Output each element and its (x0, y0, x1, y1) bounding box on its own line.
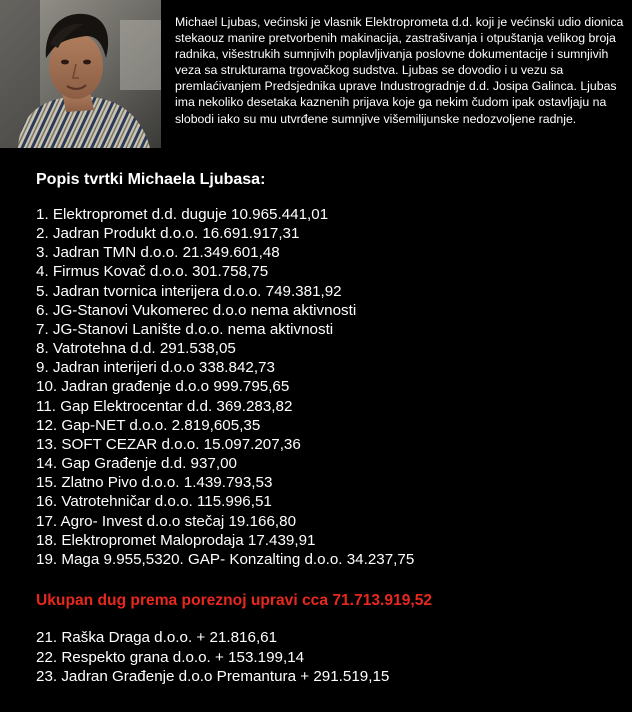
company-list-item: 16. Vatrotehničar d.o.o. 115.996,51 (36, 493, 272, 511)
portrait-photo (0, 0, 161, 148)
company-list-item: 12. Gap-NET d.o.o. 2.819,605,35 (36, 416, 261, 434)
portrait-image (0, 0, 161, 148)
company-list-item: 4. Firmus Kovač d.o.o. 301.758,75 (36, 263, 269, 281)
intro-paragraph: Michael Ljubas, većinski je vlasnik Elektroprometa d.d. koji je većinski udio dionica stekaouz manire pretvorbenih makinacija, zastrašivanja i otpuštanja velikog broja radnika, višestrukih sumnjivih poplavljivanja poslovne dokumentacije i sumnjivih veza sa strukturama trgovačkog sudstva. Ljubas se dovodio i u vezu sa premlaćivanjem Predsjednika uprave Industrogradnje d.d. Josipa Galinca. Ljubas ima nekoliko desetaka kaznenih prijava koje ga nekim čudom ipak ostavljaju na slobodi iako su mu utvrđene sumnjive višemilijunske nedozvoljene radnje. (175, 15, 624, 126)
company-list-item: 8. Vatrotehna d.d. 291.538,05 (36, 340, 236, 358)
company-list-item: 17. Agro- Invest d.o.o stečaj 19.166,80 (36, 512, 297, 530)
company-list-item: 3. Jadran TMN d.o.o. 21.349.601,48 (36, 244, 280, 262)
company-list-item: 9. Jadran interijeri d.o.o 338.842,73 (36, 359, 275, 377)
company-list-item: 23. Jadran Građenje d.o.o Premantura + 291.519,15 (36, 668, 390, 685)
company-list-heading: Popis tvrtki Michaela Ljubasa: (36, 171, 266, 188)
company-list-item: 22. Respekto grana d.o.o. + 153.199,14 (36, 648, 305, 666)
company-list-item: 7. JG-Stanovi Lanište d.o.o. nema aktivnosti (36, 320, 334, 338)
company-list-item: 21. Raška Draga d.o.o. + 21.816,61 (36, 629, 278, 646)
company-list-item: 11. Gap Elektrocentar d.d. 369.283,82 (36, 397, 293, 415)
company-list-item: 5. Jadran tvornica interijera d.o.o. 749.381,92 (36, 282, 342, 300)
additional-company-list (36, 628, 389, 687)
company-list-item: 1. Elektropromet d.d. duguje 10.965.441,01 (36, 206, 329, 223)
company-list-item: 19. Maga 9.955,5320. GAP- Konzalting d.o.o. 34.237,75 (36, 550, 415, 568)
company-list-item: 13. SOFT CEZAR d.o.o. 15.097.207,36 (36, 435, 301, 453)
company-list-item: 14. Gap Građenje d.d. 937,00 (36, 455, 237, 473)
company-list-item: 18. Elektropromet Maloprodaja 17.439,91 (36, 531, 316, 549)
company-list-item: 2. Jadran Produkt d.o.o. 16.691.917,31 (36, 225, 300, 243)
company-list-item: 15. Zlatno Pivo d.o.o. 1.439.793,53 (36, 474, 273, 492)
total-debt: Ukupan dug prema poreznoj upravi cca 71.713.919,52 (36, 592, 433, 609)
company-list-item: 6. JG-Stanovi Vukomerec d.o.o nema aktivnosti (36, 301, 357, 319)
company-list (36, 205, 414, 569)
company-list-item: 10. Jadran građenje d.o.o 999.795,65 (36, 378, 290, 396)
